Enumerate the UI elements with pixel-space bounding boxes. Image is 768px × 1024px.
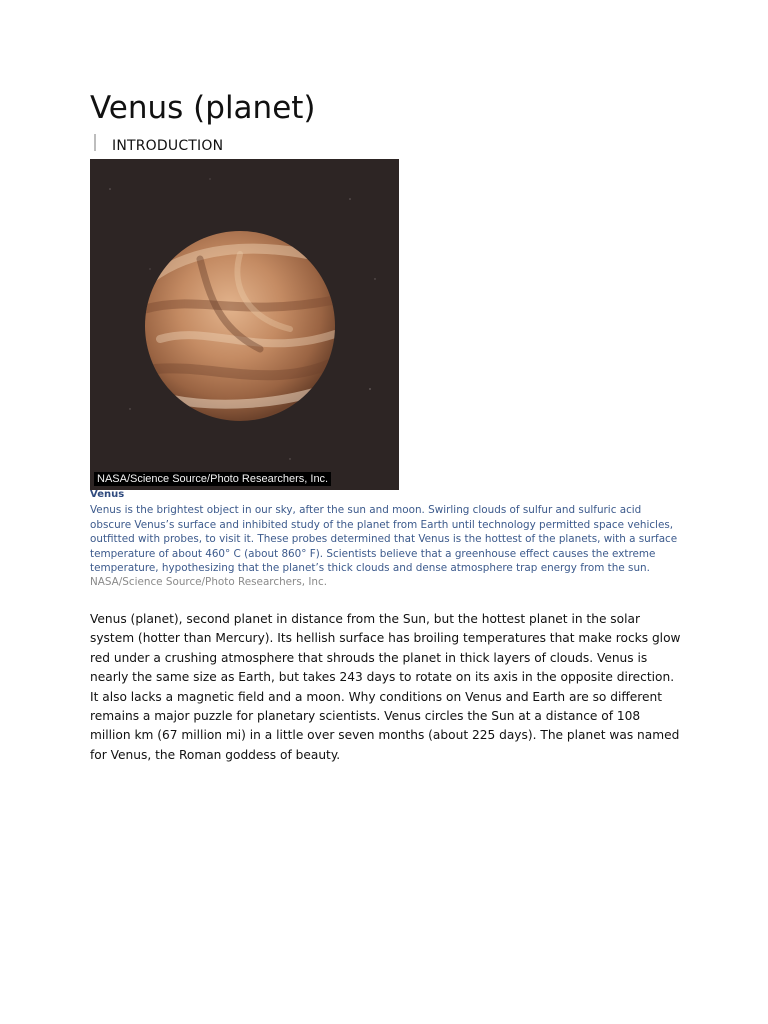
body-paragraph: Venus (planet), second planet in distance from the Sun, but the hottest planet in the solar system (hotter than Mercury). Its hellish surface has broiling temperatures that make rocks glow red under a crushing atmosphere that shrouds the planet in thick layers of clouds. Venus is nearly the same size as Earth, but takes 243 days to rotate on its axis in the opposite direction. It also lacks a magnetic field and a moon. Why conditions on Venus and Earth are so different remains a major puzzle for planetary scientists. Venus circles the Sun at a distance of 108 million km (67 million mi) in a little over seven months (about 225 days). The planet was named for Venus, the Roman goddess of beauty. — [90, 612, 681, 762]
section-heading: INTRODUCTION — [112, 138, 224, 154]
caption-text: Venus is the brightest object in our sky, after the sun and moon. Swirling clouds of sulfur and sulfuric acid obscure Venus’s surface and inhibited study of the planet from Earth until technology permitted space vehicles, outfitted with probes, to visit it. These probes determined that Venus is the hottest of the planets, with a surface temperature of about 460° C (about 860° F). Scientists believe that a greenhouse effect causes the extreme temperature, hypothesizing that the planet’s thick clouds and dense atmosphere trap energy from the sun. — [90, 504, 678, 575]
page-title: Venus (planet) — [90, 90, 316, 126]
photo-credit-overlay: NASA/Science Source/Photo Researchers, Inc. — [94, 472, 331, 486]
venus-planet-illustration — [90, 159, 399, 490]
venus-photo — [90, 159, 399, 490]
caption-title: Venus — [90, 489, 125, 500]
caption-credit: NASA/Science Source/Photo Researchers, Inc. — [90, 576, 328, 588]
section-divider-bar — [94, 134, 96, 151]
